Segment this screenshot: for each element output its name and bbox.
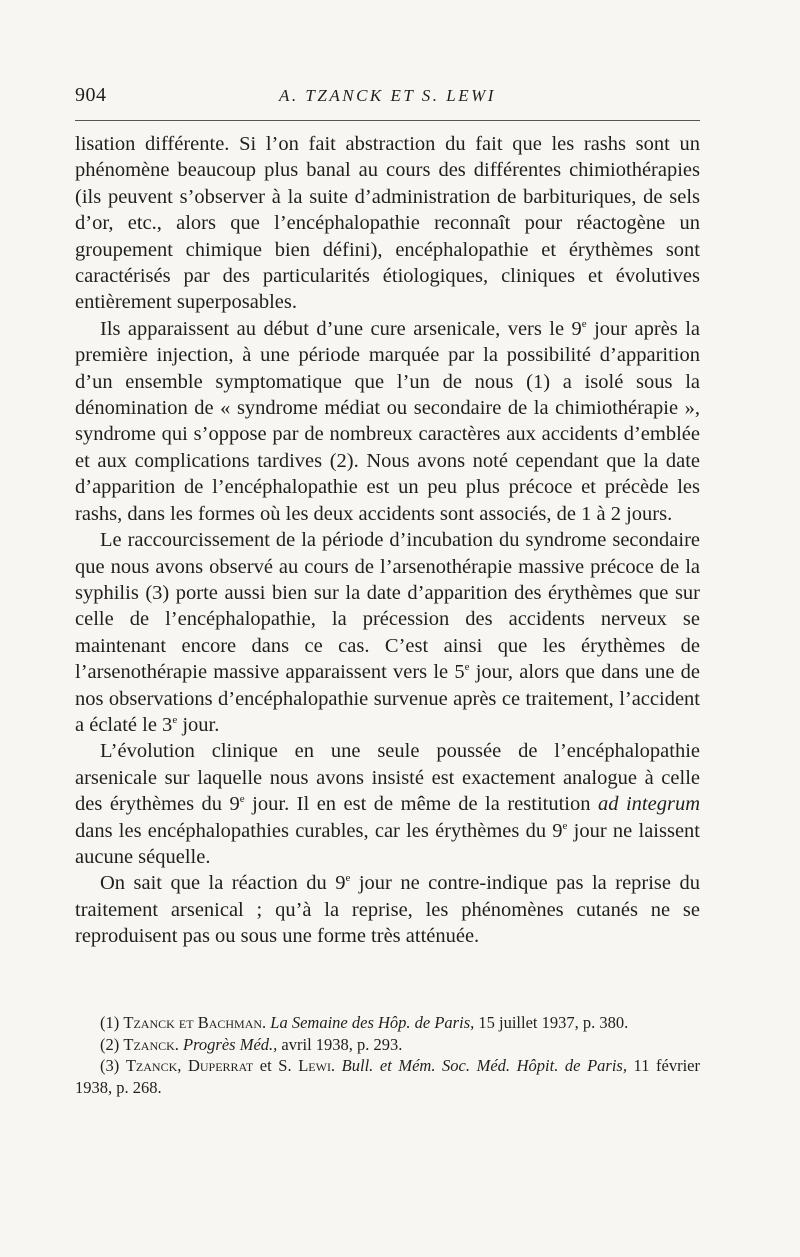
- footnote-authors: Tzanck.: [123, 1034, 179, 1054]
- paragraph-5: [75, 870, 700, 949]
- footnote-2: [75, 1034, 700, 1056]
- footnote-3: [75, 1055, 700, 1098]
- paragraph-2: [75, 316, 700, 527]
- footnotes: [75, 1012, 700, 1098]
- paragraph-4-text-b: jour. Il en est de même de la restitution: [244, 793, 598, 816]
- superscript-e: e: [581, 317, 587, 330]
- paragraph-4-text-c: dans les encéphalopathies curables, car les érythèmes du 9: [75, 819, 563, 842]
- superscript-e: e: [345, 872, 351, 885]
- header-rule: [75, 120, 700, 121]
- footnote-citation: 15 juillet 1937, p. 380.: [474, 1013, 629, 1032]
- paragraph-3-text-a: Le raccourcissement de la période d’incubation du syndrome secondaire que nous avons observé au cours de l’arsenothérapie massive précoce de la syphilis (3) porte aussi bien sur la date d’apparition des érythèmes que sur celle de l’encéphalopathie, la précession des accidents nerveux se maintenant encore dans ce cas. C’est ainsi que les érythèmes de l’arsenothérapie massive apparaissent vers le 5: [75, 529, 700, 684]
- footnote-authors: Tzanck et Bachman.: [123, 1013, 267, 1032]
- latin-phrase: ad integrum: [597, 793, 700, 816]
- footnote-number: (2): [100, 1034, 124, 1054]
- paragraph-3: [75, 527, 700, 738]
- footnote-authors: Tzanck, Duperrat: [125, 1056, 254, 1075]
- footnote-citation: 11 février 1938, p. 268.: [75, 1056, 700, 1097]
- paragraph-3-text-c: jour.: [177, 713, 220, 736]
- footnote-authors: Lewi.: [298, 1056, 336, 1075]
- paragraph-4-text-a: L’évolution clinique en une seule poussée de l’encéphalopathie arsenicale sur laquelle nous avons insisté est exactement analogue à celle des érythèmes du 9: [75, 740, 700, 816]
- paragraph-1-text: lisation différente. Si l’on fait abstraction du fait que les rashs sont un phénomène beaucoup plus banal au cours des différentes chimiothérapies (ils peuvent s’observer à la suite d’administration de barbituriques, de sels d’or, etc., alors que l’encéphalopathie reconnaît pour réactogène un groupement chimique bien défini), encéphalopathie et érythèmes sont caractérisés par des particularités étiologiques, cliniques et évolutives entièrement superposables.: [75, 133, 700, 314]
- superscript-e: e: [239, 793, 245, 806]
- paragraph-4-text-d: jour ne laissent aucune séquelle.: [75, 819, 700, 868]
- footnote-number: (1): [100, 1013, 124, 1032]
- paragraph-5-text-b: jour ne contre-indique pas la reprise du traitement arsenical ; qu’à la reprise, les phénomènes cutanés ne se reproduisent pas ou sous une forme très atténuée.: [75, 872, 700, 948]
- footnote-conjunction: et S.: [253, 1056, 299, 1075]
- superscript-e: e: [464, 661, 470, 674]
- footnote-number: (3): [100, 1056, 126, 1075]
- page-number: 904: [75, 84, 107, 106]
- footnote-citation: avril 1938, p. 293.: [277, 1034, 403, 1054]
- superscript-e: e: [562, 819, 568, 832]
- paragraph-2-text-b: jour après la première injection, à une période marquée par la possibilité d’apparition d’un ensemble symptomatique que l’un de nous (1) a isolé sous la dénomination de « syndrome médiat ou secondaire de la chimiothérapie », syndrome qui s’oppose par de nombreux caractères aux accidents d’emblée et aux complications tardives (2). Nous avons noté cependant que la date d’apparition de l’encéphalopathie est un peu plus précoce et précède les rashs, dans les formes où les deux accidents sont associés, de 1 à 2 jours.: [75, 317, 700, 525]
- running-head: A. TZANCK ET S. LEWI: [279, 86, 496, 105]
- footnote-journal: Progrès Méd.,: [183, 1034, 278, 1054]
- paragraph-4: [75, 738, 700, 870]
- paragraph-1: [75, 131, 700, 316]
- footnote-journal: La Semaine des Hôp. de Paris,: [270, 1013, 475, 1032]
- paragraph-3-text-b: jour, alors que dans une de nos observations d’encéphalopathie survenue après ce traitement, l’accident a éclaté le 3: [75, 661, 700, 736]
- paragraph-2-text-a: Ils apparaissent au début d’une cure arsenicale, vers le 9: [100, 317, 582, 340]
- page-header: [75, 84, 700, 114]
- footnote-journal: Bull. et Mém. Soc. Méd. Hôpit. de Paris,: [341, 1056, 627, 1075]
- superscript-e: e: [172, 713, 178, 726]
- paragraph-5-text-a: On sait que la réaction du 9: [100, 872, 346, 895]
- footnote-1: [75, 1012, 700, 1034]
- body-text: [75, 131, 700, 950]
